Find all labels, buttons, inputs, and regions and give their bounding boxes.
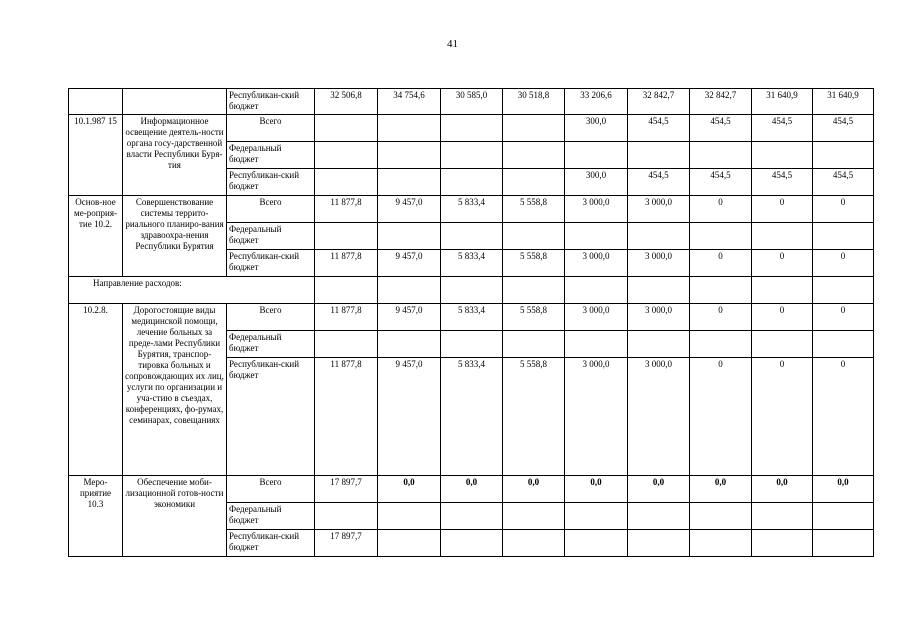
value-cell — [690, 223, 752, 250]
name-cell: Информационное освещение деятель-ности органа госу-дарственной власти Республики Буря-тия — [123, 115, 227, 196]
value-cell — [628, 530, 690, 557]
value-cell: 454,5 — [628, 169, 690, 196]
value-cell — [503, 331, 565, 358]
value-cell: 0,0 — [441, 476, 503, 503]
value-cell — [813, 223, 874, 250]
value-cell — [690, 277, 752, 304]
value-cell: 5 558,8 — [503, 250, 565, 277]
value-cell — [503, 169, 565, 196]
value-cell — [690, 142, 752, 169]
name-cell: Обеспечение моби-лизационной готов-ности экономики — [123, 476, 227, 557]
value-cell: 11 877,8 — [315, 196, 378, 223]
value-cell: 0,0 — [690, 476, 752, 503]
value-cell: 5 833,4 — [441, 250, 503, 277]
source-cell: Республикан-ский бюджет — [227, 89, 315, 115]
value-cell — [503, 223, 565, 250]
value-cell: 9 457,0 — [378, 304, 441, 331]
value-cell: 5 558,8 — [503, 196, 565, 223]
value-cell — [378, 331, 441, 358]
name-cell — [123, 89, 227, 115]
source-cell: Всего — [227, 476, 315, 503]
value-cell: 9 457,0 — [378, 358, 441, 476]
value-cell — [378, 530, 441, 557]
value-cell — [441, 223, 503, 250]
value-cell: 0 — [752, 304, 813, 331]
source-cell: Федеральный бюджет — [227, 223, 315, 250]
value-cell: 454,5 — [813, 115, 874, 142]
value-cell: 0 — [690, 358, 752, 476]
value-cell — [628, 223, 690, 250]
value-cell: 0,0 — [378, 476, 441, 503]
value-cell — [378, 169, 441, 196]
value-cell — [441, 503, 503, 530]
value-cell — [628, 142, 690, 169]
value-cell: 32 506,8 — [315, 89, 378, 115]
page-number: 41 — [447, 38, 458, 50]
value-cell — [813, 530, 874, 557]
value-cell — [503, 530, 565, 557]
value-cell — [503, 503, 565, 530]
value-cell — [628, 503, 690, 530]
value-cell: 0 — [752, 250, 813, 277]
value-cell — [315, 331, 378, 358]
value-cell: 3 000,0 — [628, 304, 690, 331]
value-cell — [503, 115, 565, 142]
source-cell: Республикан-ский бюджет — [227, 358, 315, 476]
source-cell: Всего — [227, 115, 315, 142]
table-row — [69, 196, 874, 223]
value-cell: 3 000,0 — [565, 304, 628, 331]
value-cell: 454,5 — [752, 169, 813, 196]
value-cell: 30 518,8 — [503, 89, 565, 115]
table-row — [69, 89, 874, 115]
value-cell — [565, 503, 628, 530]
name-cell: Совершенствование системы террито-риального планиро-вания здравоохра-нения Республики Бурятия — [123, 196, 227, 277]
value-cell — [315, 277, 378, 304]
value-cell: 0 — [752, 196, 813, 223]
value-cell — [315, 223, 378, 250]
value-cell: 0 — [690, 196, 752, 223]
value-cell — [690, 503, 752, 530]
value-cell: 11 877,8 — [315, 304, 378, 331]
value-cell: 454,5 — [752, 115, 813, 142]
source-cell: Федеральный бюджет — [227, 142, 315, 169]
value-cell: 3 000,0 — [628, 358, 690, 476]
value-cell: 11 877,8 — [315, 358, 378, 476]
value-cell — [315, 142, 378, 169]
value-cell — [315, 115, 378, 142]
value-cell: 0 — [813, 358, 874, 476]
value-cell: 0 — [813, 196, 874, 223]
value-cell — [813, 277, 874, 304]
value-cell: 0,0 — [813, 476, 874, 503]
value-cell — [441, 169, 503, 196]
value-cell — [752, 142, 813, 169]
value-cell: 0 — [752, 358, 813, 476]
value-cell: 34 754,6 — [378, 89, 441, 115]
value-cell — [690, 331, 752, 358]
code-cell: Основ-ное ме-роприя-тие 10.2. — [69, 196, 123, 277]
value-cell: 300,0 — [565, 169, 628, 196]
value-cell — [315, 503, 378, 530]
table-row — [69, 304, 874, 331]
value-cell — [315, 169, 378, 196]
code-cell: 10.1.987 15 — [69, 115, 123, 196]
source-cell: Республикан-ский бюджет — [227, 530, 315, 557]
value-cell: 32 842,7 — [628, 89, 690, 115]
value-cell: 3 000,0 — [628, 250, 690, 277]
value-cell — [752, 223, 813, 250]
source-cell: Всего — [227, 304, 315, 331]
value-cell: 0,0 — [628, 476, 690, 503]
budget-table — [68, 88, 874, 557]
value-cell: 0 — [690, 250, 752, 277]
value-cell — [813, 503, 874, 530]
name-cell: Дорогостоящие виды медицинской помощи, лечение больных за преде-лами Республики Бурятия, транспор-тировка больных и сопровождающих их лиц, услуги по организации и уча-стию в съездах, конференциях, фо-румах, семинарах, совещаниях — [123, 304, 227, 476]
value-cell: 31 640,9 — [752, 89, 813, 115]
value-cell — [565, 331, 628, 358]
value-cell — [378, 503, 441, 530]
source-cell: Федеральный бюджет — [227, 503, 315, 530]
value-cell: 0,0 — [752, 476, 813, 503]
value-cell — [441, 115, 503, 142]
value-cell: 33 206,6 — [565, 89, 628, 115]
value-cell: 454,5 — [690, 115, 752, 142]
value-cell: 5 833,4 — [441, 196, 503, 223]
value-cell: 0 — [813, 250, 874, 277]
source-cell: Республикан-ский бюджет — [227, 169, 315, 196]
value-cell — [503, 142, 565, 169]
value-cell: 454,5 — [628, 115, 690, 142]
code-cell — [69, 89, 123, 115]
value-cell — [378, 142, 441, 169]
source-cell: Всего — [227, 196, 315, 223]
value-cell: 3 000,0 — [565, 250, 628, 277]
value-cell — [565, 142, 628, 169]
value-cell — [813, 331, 874, 358]
value-cell — [378, 223, 441, 250]
value-cell — [441, 331, 503, 358]
source-cell: Республикан-ский бюджет — [227, 250, 315, 277]
source-cell: Федеральный бюджет — [227, 331, 315, 358]
value-cell: 5 558,8 — [503, 304, 565, 331]
value-cell: 5 558,8 — [503, 358, 565, 476]
value-cell: 5 833,4 — [441, 358, 503, 476]
value-cell: 300,0 — [565, 115, 628, 142]
code-cell: Меро-приятие 10.3 — [69, 476, 123, 557]
value-cell: 3 000,0 — [628, 196, 690, 223]
value-cell — [378, 115, 441, 142]
value-cell — [565, 530, 628, 557]
code-cell: 10.2.8. — [69, 304, 123, 476]
value-cell: 5 833,4 — [441, 304, 503, 331]
table-row — [69, 476, 874, 503]
value-cell — [628, 277, 690, 304]
value-cell: 0,0 — [503, 476, 565, 503]
value-cell — [813, 142, 874, 169]
value-cell: 454,5 — [813, 169, 874, 196]
value-cell — [565, 223, 628, 250]
value-cell — [690, 530, 752, 557]
value-cell: 3 000,0 — [565, 358, 628, 476]
value-cell — [441, 530, 503, 557]
value-cell: 0 — [813, 304, 874, 331]
table-row — [69, 115, 874, 142]
section-heading: Направление расходов: — [69, 277, 315, 304]
value-cell — [441, 277, 503, 304]
value-cell: 9 457,0 — [378, 250, 441, 277]
value-cell — [628, 331, 690, 358]
value-cell — [752, 277, 813, 304]
value-cell: 454,5 — [690, 169, 752, 196]
value-cell — [752, 503, 813, 530]
value-cell — [565, 277, 628, 304]
value-cell — [752, 530, 813, 557]
value-cell: 31 640,9 — [813, 89, 874, 115]
value-cell: 30 585,0 — [441, 89, 503, 115]
value-cell: 17 897,7 — [315, 476, 378, 503]
value-cell: 32 842,7 — [690, 89, 752, 115]
value-cell — [441, 142, 503, 169]
value-cell: 0 — [690, 304, 752, 331]
value-cell: 3 000,0 — [565, 196, 628, 223]
table-row — [69, 277, 874, 304]
value-cell — [503, 277, 565, 304]
value-cell: 9 457,0 — [378, 196, 441, 223]
value-cell: 17 897,7 — [315, 530, 378, 557]
value-cell: 0,0 — [565, 476, 628, 503]
value-cell — [752, 331, 813, 358]
value-cell: 11 877,8 — [315, 250, 378, 277]
value-cell — [378, 277, 441, 304]
